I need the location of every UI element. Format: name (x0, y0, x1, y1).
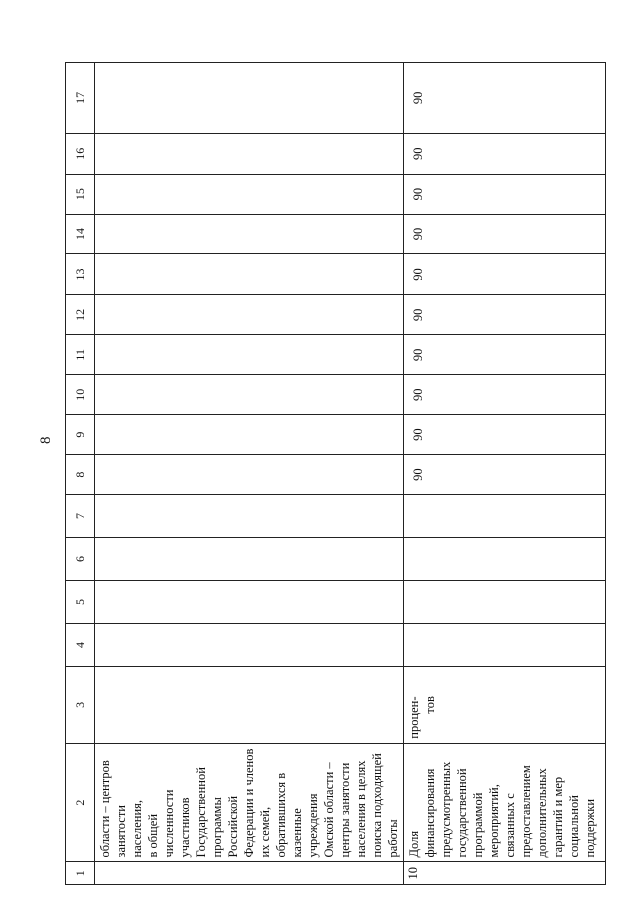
column-header: 12 (66, 295, 95, 335)
header-row (66, 63, 95, 885)
indicator-name-line: Государственной (194, 767, 208, 858)
value-cell: 90 (404, 63, 606, 134)
value-cell (95, 214, 404, 254)
indicator-name-line: поиска подходящей (370, 753, 384, 858)
column-header: 8 (66, 455, 95, 495)
unit-line: процен- (407, 696, 421, 739)
column-header: 5 (66, 581, 95, 624)
table-row (404, 63, 606, 885)
value-cell (404, 624, 606, 667)
indicator-name-line: Российской (226, 795, 240, 858)
page-number: 8 (38, 436, 54, 444)
column-header: 9 (66, 415, 95, 455)
value-cell (95, 133, 404, 174)
indicator-name-line: поддержки (583, 798, 597, 858)
value-cell (95, 538, 404, 581)
column-header: 7 (66, 495, 95, 538)
indicator-name-line: программы (210, 797, 224, 858)
indicator-name-line: предусмотренных (439, 761, 453, 858)
value-cell (95, 254, 404, 295)
column-header: 1 (66, 862, 95, 885)
value-cell (95, 415, 404, 455)
rotated-table-wrapper (65, 62, 595, 885)
indicator-name-line: социальной (567, 795, 581, 858)
column-header: 4 (66, 624, 95, 667)
indicator-name-cell (95, 743, 404, 862)
value-cell (404, 581, 606, 624)
column-header: 17 (66, 63, 95, 134)
indicator-name-line: казенные учреждения (290, 793, 320, 858)
indicator-name-line: мероприятий, (487, 784, 501, 858)
unit-line: тов (423, 696, 437, 714)
indicator-name-line: участников (178, 797, 192, 858)
value-cell (95, 63, 404, 134)
value-cell: 90 (404, 214, 606, 254)
indicator-name-line: государственной (455, 768, 469, 858)
indicator-name-line: гарантий и мер (551, 776, 565, 858)
column-header: 14 (66, 214, 95, 254)
indicator-name-line: в общей численности (146, 789, 176, 858)
value-cell (95, 335, 404, 375)
unit-cell (95, 666, 404, 743)
indicator-name-line: программой (471, 792, 485, 858)
indicator-name-line: Доля финансирования (407, 768, 437, 858)
indicator-name-line: работы (386, 819, 400, 858)
indicator-name-line: предоставлением (519, 765, 533, 858)
unit-cell (404, 666, 606, 743)
value-cell (95, 455, 404, 495)
indicator-name-line: Федерации и членов (242, 748, 256, 858)
value-cell (404, 538, 606, 581)
value-cell: 90 (404, 254, 606, 295)
indicator-name-line: занятости населения, (114, 799, 144, 858)
indicator-name-line: области – центров (98, 760, 112, 858)
column-header: 3 (66, 666, 95, 743)
value-cell: 90 (404, 295, 606, 335)
table-row (95, 63, 404, 885)
indicator-name-line: их семей, (258, 806, 272, 858)
value-cell: 90 (404, 415, 606, 455)
value-cell: 90 (404, 375, 606, 415)
indicator-name-cell (404, 743, 606, 862)
row-number-cell (95, 862, 404, 885)
value-cell (95, 495, 404, 538)
value-cell: 90 (404, 133, 606, 174)
value-cell: 90 (404, 455, 606, 495)
column-header: 13 (66, 254, 95, 295)
row-number-cell: 10 (404, 862, 606, 885)
column-header: 6 (66, 538, 95, 581)
indicator-name-line: Омской области – (322, 762, 336, 858)
indicators-table (65, 62, 606, 885)
column-header: 11 (66, 335, 95, 375)
value-cell: 90 (404, 174, 606, 214)
value-cell (404, 495, 606, 538)
value-cell (95, 375, 404, 415)
value-cell: 90 (404, 335, 606, 375)
column-header: 10 (66, 375, 95, 415)
indicator-name-line: связанных с (503, 793, 517, 858)
value-cell (95, 581, 404, 624)
indicator-name-line: дополнительных (535, 768, 549, 858)
indicator-name-line: обратившихся в (274, 772, 288, 858)
indicator-name-line: центры занятости (338, 762, 352, 858)
column-header: 2 (66, 743, 95, 862)
value-cell (95, 295, 404, 335)
value-cell (95, 174, 404, 214)
column-header: 16 (66, 133, 95, 174)
column-header: 15 (66, 174, 95, 214)
value-cell (95, 624, 404, 667)
indicator-name-line: населения в целях (354, 760, 368, 858)
